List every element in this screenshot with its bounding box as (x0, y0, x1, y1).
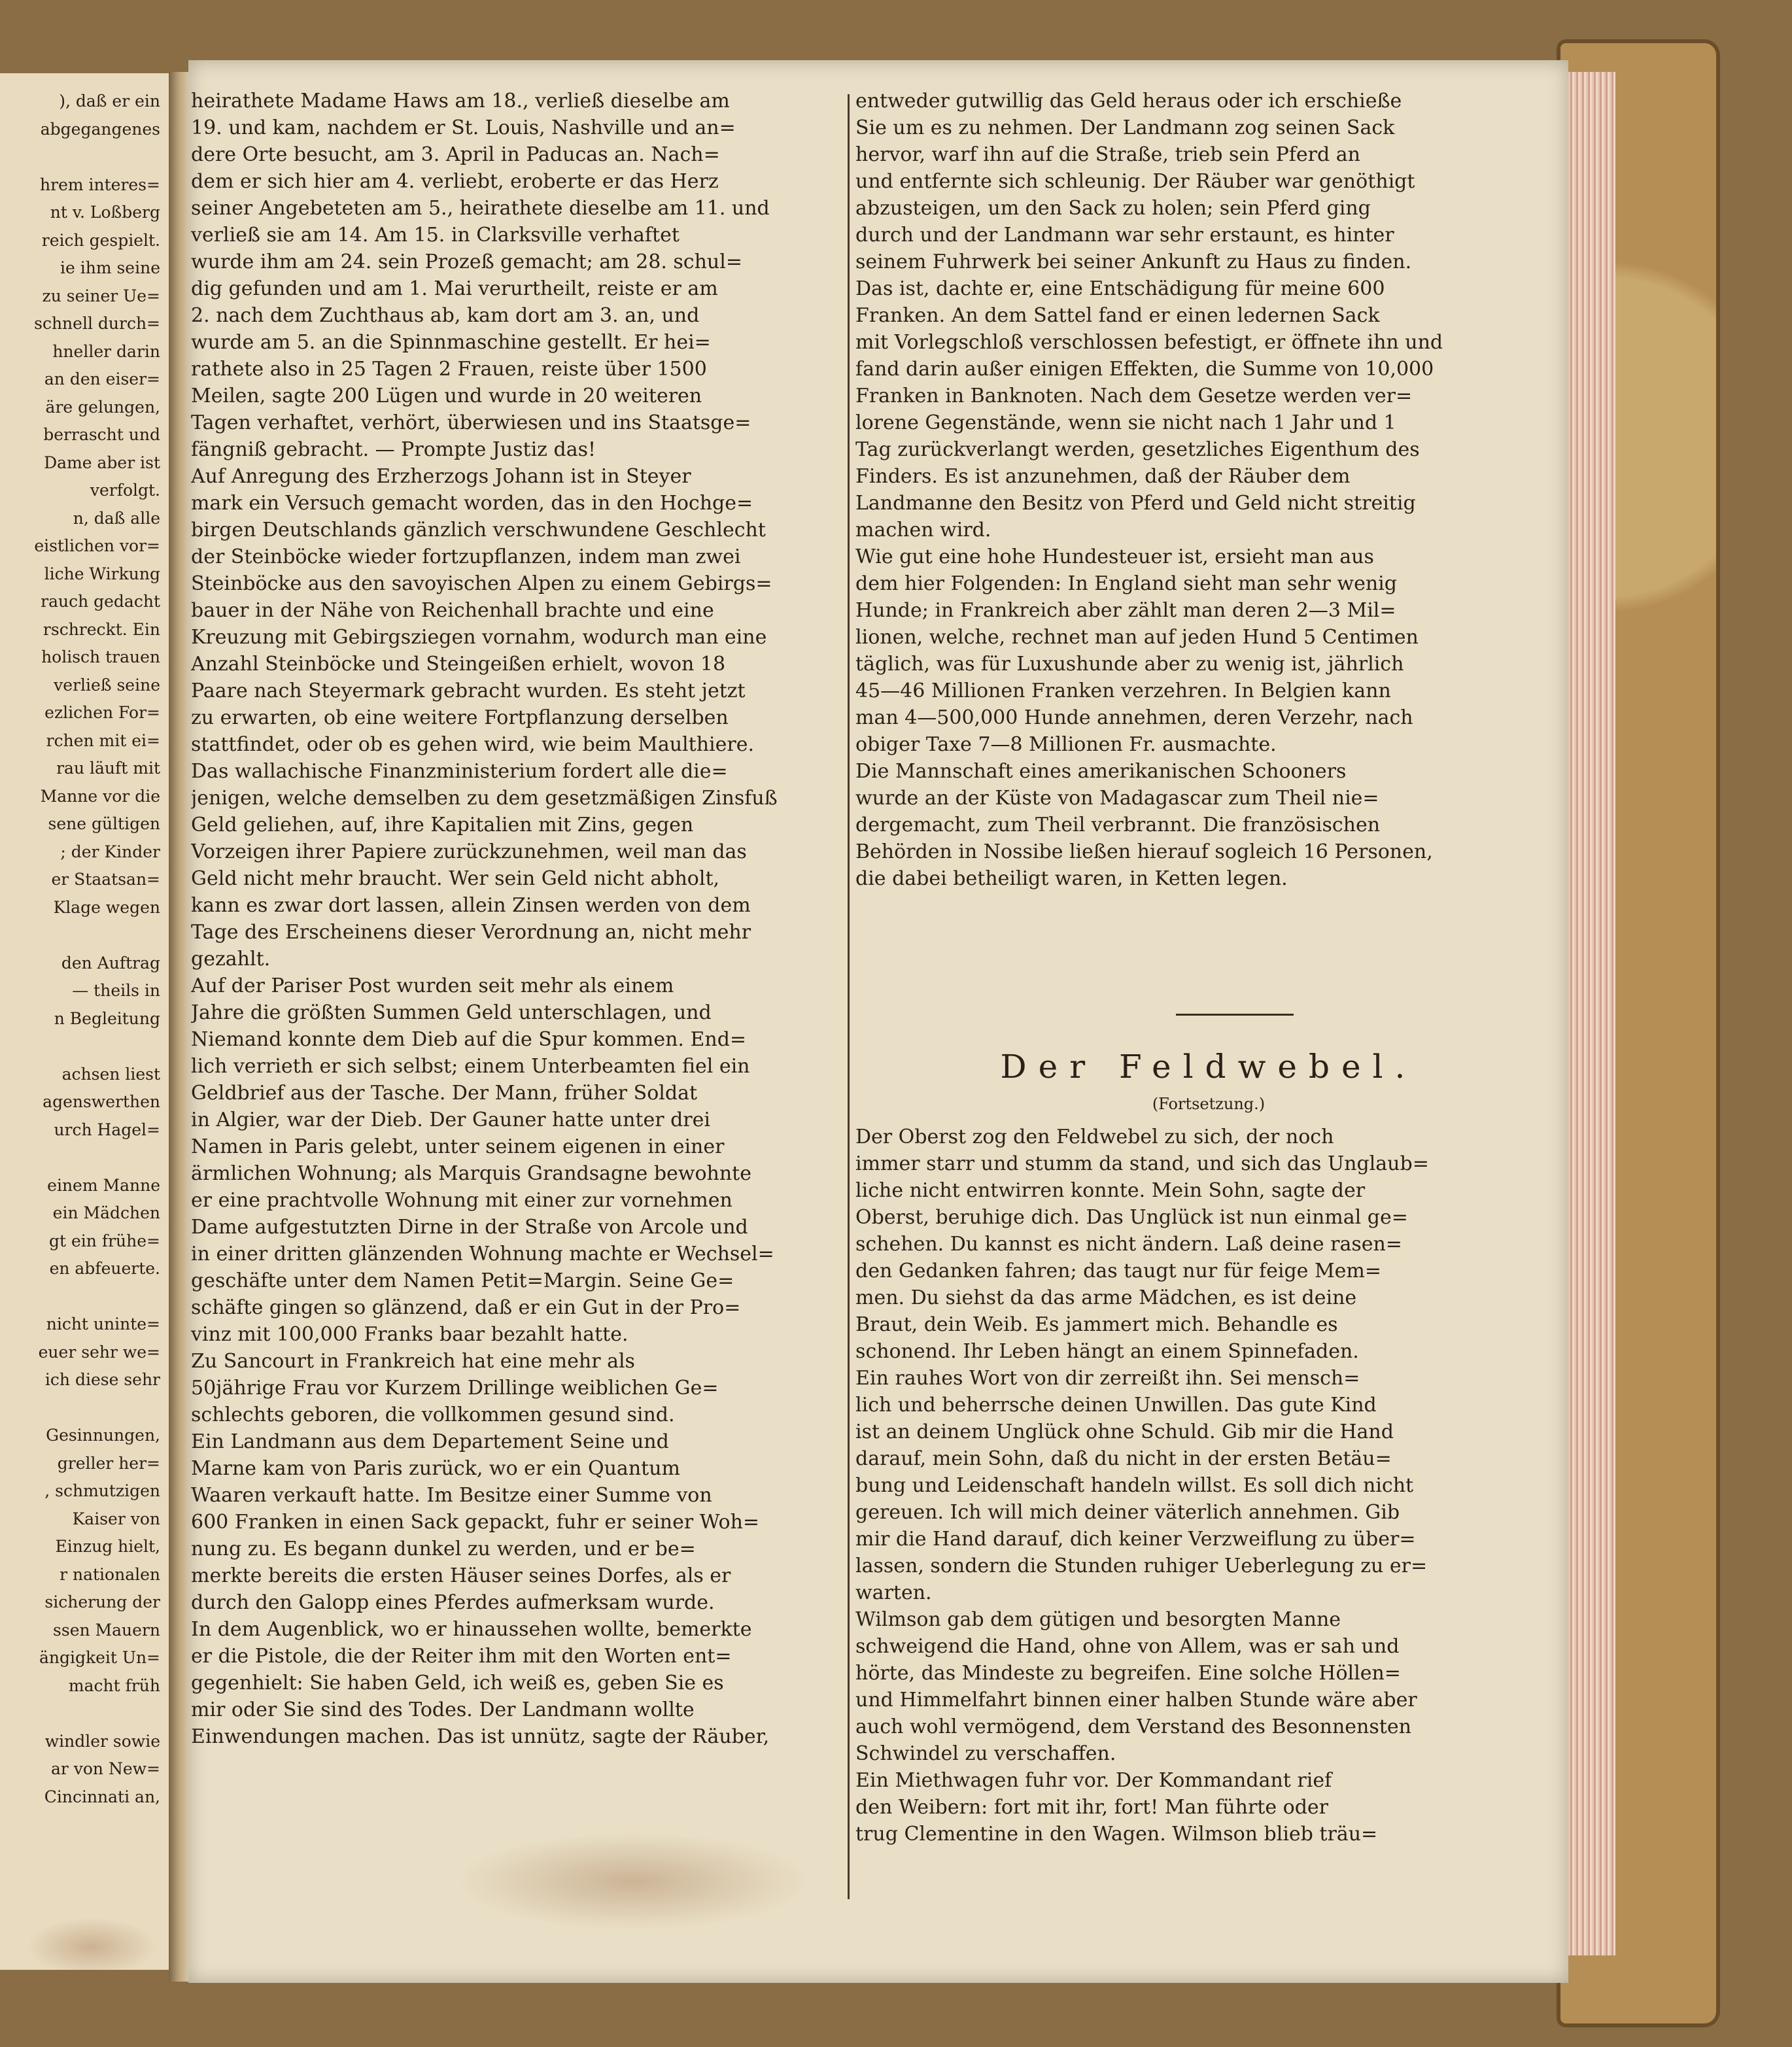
text-line: abgegangenes (40, 119, 160, 139)
text-line: sene gültigen (48, 814, 160, 833)
text-line: schweigend die Hand, ohne von Allem, was er sah und (855, 1635, 1400, 1658)
text-line: Tagen verhaftet, verhört, überwiesen und ins Staatsge= (191, 411, 751, 434)
text-line: ar von New= (50, 1759, 160, 1778)
text-line: gt ein frühe= (49, 1231, 160, 1250)
text-line: schäfte gingen so glänzend, daß er ein Gut in der Pro= (191, 1296, 741, 1319)
text-line: achsen liest (61, 1064, 160, 1084)
text-line: er Staatsan= (51, 870, 160, 889)
text-line: in Algier, war der Dieb. Der Gauner hatte unter drei (191, 1109, 710, 1131)
text-line: wurde an der Küste von Madagascar zum Theil nie= (855, 787, 1379, 810)
text-line: mit Vorlegschloß verschlossen befestigt, er öffnete ihn und (855, 331, 1443, 354)
text-line: Niemand konnte dem Dieb auf die Spur kommen. End= (191, 1028, 747, 1051)
text-line: täglich, was für Luxushunde aber zu wenig ist, jährlich (855, 653, 1404, 676)
text-line: ; der Kinder (60, 842, 160, 861)
text-line: warten. (855, 1581, 932, 1604)
text-line: machen wird. (855, 519, 991, 542)
text-line: verließ sie am 14. Am 15. in Clarksville verhaftet (191, 224, 680, 247)
text-line: ssen Mauern (53, 1620, 160, 1640)
text-line: Oberst, beruhige dich. Das Unglück ist nun einmal ge= (855, 1206, 1408, 1229)
text-line: zu erwarten, ob eine weitere Fortpflanzung derselben (191, 706, 729, 729)
column-3 (855, 1124, 1565, 1848)
text-line: vinz mit 100,000 Franks baar bezahlt hatte. (191, 1323, 629, 1346)
text-line: dem er sich hier am 4. verliebt, eroberte er das Herz (191, 170, 719, 193)
text-line: seiner Angebeteten am 5., heirathete dieselbe am 11. und (191, 197, 770, 220)
text-line: Das ist, dachte er, eine Entschädigung für meine 600 (855, 277, 1385, 300)
text-line: greller her= (57, 1453, 160, 1473)
text-line: Manne vor die (40, 786, 160, 806)
text-line: n Begleitung (54, 1008, 160, 1028)
text-line: Cincinnati an, (44, 1787, 160, 1806)
text-line: auch wohl vermögend, dem Verstand des Besonnensten (855, 1715, 1411, 1738)
column-rule (848, 94, 850, 1899)
text-line: und Himmelfahrt binnen einer halben Stunde wäre aber (855, 1689, 1417, 1712)
text-line (0, 1394, 160, 1422)
text-line: lorene Gegenstände, wenn sie nicht nach 1 Jahr und 1 (855, 411, 1396, 434)
text-line: schnell durch= (34, 314, 160, 333)
text-line: reich gespielt. (41, 230, 160, 250)
text-line: rau läuft mit (56, 759, 160, 778)
text-line: wurde am 5. an die Spinnmaschine gestellt. Er hei= (191, 331, 711, 354)
text-line: heirathete Madame Haws am 18., verließ dieselbe am (191, 90, 730, 112)
text-line: ist an deinem Unglück ohne Schuld. Gib mir die Hand (855, 1420, 1394, 1443)
text-line: man 4—500,000 Hunde annehmen, deren Verzehr, nach (855, 706, 1413, 729)
text-line: 45—46 Millionen Franken verzehren. In Belgien kann (855, 679, 1391, 702)
text-line: den Auftrag (61, 953, 160, 972)
text-line: jenigen, welche demselben zu dem gesetzmäßigen Zinsfuß (191, 787, 778, 810)
book-gutter (169, 72, 188, 1982)
text-line: holisch trauen (41, 647, 160, 666)
text-line: trug Clementine in den Wagen. Wilmson blieb träu= (855, 1823, 1378, 1846)
text-line: und entfernte sich schleunig. Der Räuber war genöthigt (855, 170, 1415, 193)
text-line: darauf, mein Sohn, daß du nicht in der ersten Betäu= (855, 1447, 1392, 1470)
text-line: verließ seine (54, 675, 160, 695)
text-line: Wie gut eine hohe Hundesteuer ist, ersieht man aus (855, 545, 1374, 568)
left-page (0, 73, 169, 1970)
text-line: die dabei betheiligt waren, in Ketten legen. (855, 867, 1288, 890)
text-line: durch und der Landmann war sehr erstaunt, es hinter (855, 224, 1394, 247)
text-line: Schwindel zu verschaffen. (855, 1742, 1116, 1765)
text-line: Namen in Paris gelebt, unter seinem eigenen in einer (191, 1135, 725, 1158)
text-line: entweder gutwillig das Geld heraus oder ich erschieße (855, 90, 1402, 112)
text-line: Paare nach Steyermark gebracht wurden. Es steht jetzt (191, 679, 746, 702)
text-line: Kaiser von (72, 1509, 160, 1528)
text-line: er die Pistole, die der Reiter ihm mit den Worten ent= (191, 1645, 732, 1668)
text-line: nt v. Loßberg (50, 203, 160, 222)
text-line: rschreckt. Ein (43, 619, 160, 639)
text-line: kann es zwar dort lassen, allein Zinsen werden von dem (191, 894, 751, 917)
text-line: men. Du siehst da das arme Mädchen, es ist deine (855, 1286, 1357, 1309)
right-page (188, 60, 1568, 1983)
text-line: Einzug hielt, (55, 1537, 160, 1556)
text-line: 19. und kam, nachdem er St. Louis, Nashville und an= (191, 116, 736, 139)
text-line: bauer in der Nähe von Reichenhall brachte und eine (191, 599, 714, 622)
text-line: lionen, welche, rechnet man auf jeden Hund 5 Centimen (855, 626, 1419, 649)
text-line: an den eiser= (44, 370, 160, 388)
text-line (0, 1144, 160, 1172)
text-line: mark ein Versuch gemacht worden, das in den Hochge= (191, 492, 753, 515)
text-line: Hunde; in Frankreich aber zählt man deren 2—3 Mil= (855, 599, 1396, 622)
text-line (0, 143, 160, 171)
text-line: Finders. Es ist anzunehmen, daß der Räuber dem (855, 465, 1351, 488)
text-line: 50jährige Frau vor Kurzem Drillinge weiblichen Ge= (191, 1377, 719, 1400)
text-line: rathete also in 25 Tagen 2 Frauen, reiste über 1500 (191, 358, 707, 381)
ink-stain (26, 1918, 157, 1970)
text-line: Auf der Pariser Post wurden seit mehr als einem (191, 974, 674, 997)
column-2 (855, 88, 1565, 892)
text-line: nung zu. Es begann dunkel zu werden, und er be= (191, 1538, 696, 1560)
left-page-text (0, 88, 160, 1811)
text-line: fand darin außer einigen Effekten, die Summe von 10,000 (855, 358, 1434, 381)
text-line: ie ihm seine (60, 258, 160, 277)
text-line: den Gedanken fahren; das taugt nur für feige Mem= (855, 1260, 1382, 1282)
text-line: Franken in Banknoten. Nach dem Gesetze werden ver= (855, 385, 1413, 407)
text-line: urch Hagel= (54, 1120, 160, 1139)
text-line: den Weibern: fort mit ihr, fort! Man führte oder (855, 1796, 1328, 1819)
story-subtitle: (Fortsetzung.) (1152, 1095, 1266, 1113)
text-line: in einer dritten glänzenden Wohnung machte er Wechsel= (191, 1243, 774, 1265)
text-line: Einwendungen machen. Das ist unnütz, sagte der Räuber, (191, 1725, 770, 1748)
text-line: hrem interes= (40, 175, 160, 194)
text-line: obiger Taxe 7—8 Millionen Fr. ausmachte. (855, 733, 1277, 756)
text-line: Zu Sancourt in Frankreich hat eine mehr als (191, 1350, 635, 1373)
text-line: bung und Leidenschaft handeln willst. Es soll dich nicht (855, 1474, 1414, 1497)
text-line: windler sowie (44, 1731, 160, 1751)
text-line: Marne kam von Paris zurück, wo er ein Quantum (191, 1457, 680, 1480)
text-line: n, daß alle (73, 508, 160, 528)
text-line: Sie um es zu nehmen. Der Landmann zog seinen Sack (855, 116, 1395, 139)
text-line: eistlichen vor= (34, 536, 160, 555)
text-line: rauch gedacht (41, 592, 160, 611)
text-line: Vorzeigen ihrer Papiere zurückzunehmen, weil man das (191, 840, 747, 863)
text-line: wurde ihm am 24. sein Prozeß gemacht; am 28. schul= (191, 250, 742, 273)
text-line: Auf Anregung des Erzherzogs Johann ist in Steyer (191, 465, 691, 488)
text-line: mir oder Sie sind des Todes. Der Landmann wollte (191, 1698, 695, 1721)
text-line: gezahlt. (191, 948, 271, 971)
text-line (0, 921, 160, 950)
section-separator (1176, 1014, 1294, 1016)
text-line: sicherung der (44, 1592, 160, 1611)
text-line: fängniß gebracht. — Prompte Justiz das! (191, 438, 596, 461)
text-line: hneller darin (52, 341, 160, 361)
text-line: ), daß er ein (59, 92, 160, 111)
text-line: Braut, dein Weib. Es jammert mich. Behandle es (855, 1313, 1338, 1336)
text-line: lich verrieth er sich selbst; einem Unterbeamten fiel ein (191, 1055, 750, 1078)
text-line: 600 Franken in einen Sack gepackt, fuhr er seiner Woh= (191, 1511, 760, 1534)
text-line: Steinböcke aus den savoyischen Alpen zu einem Gebirgs= (191, 572, 772, 595)
text-line: — theils in (72, 981, 160, 1000)
story-title: Der Feldwebel. (1000, 1048, 1417, 1086)
text-line: Ein rauhes Wort von dir zerreißt ihn. Sei mensch= (855, 1367, 1360, 1390)
text-line: Franken. An dem Sattel fand er einen ledernen Sack (855, 304, 1380, 327)
text-line: dem hier Folgenden: In England sieht man sehr wenig (855, 572, 1397, 595)
text-line: Meilen, sagte 200 Lügen und wurde in 20 weiteren (191, 385, 702, 407)
text-line: berrascht und (43, 425, 160, 444)
text-line (0, 1283, 160, 1311)
text-line: seinem Fuhrwerk bei seiner Ankunft zu Haus zu finden. (855, 250, 1412, 273)
text-line: Das wallachische Finanzministerium fordert alle die= (191, 760, 728, 783)
text-line: stattfindet, oder ob es gehen wird, wie beim Maulthiere. (191, 733, 755, 756)
text-line: schonend. Ihr Leben hängt an einem Spinnefaden. (855, 1340, 1359, 1363)
text-line: Gesinnungen, (46, 1426, 160, 1445)
text-line: lassen, sondern die Stunden ruhiger Ueberlegung zu er= (855, 1555, 1428, 1577)
text-line: er eine prachtvolle Wohnung mit einer zur vornehmen (191, 1189, 732, 1212)
text-line: Tag zurückverlangt werden, gesetzliches Eigenthum des (855, 438, 1420, 461)
text-line (0, 1033, 160, 1061)
text-line: Geld geliehen, auf, ihre Kapitalien mit Zins, gegen (191, 814, 694, 836)
text-line: Anzahl Steinböcke und Steingeißen erhielt, wovon 18 (191, 653, 726, 676)
text-line: Klage wegen (53, 897, 160, 917)
text-line: rchen mit ei= (46, 731, 160, 750)
text-line: en abfeuerte. (49, 1259, 160, 1278)
text-line: Landmanne den Besitz von Pferd und Geld nicht streitig (855, 492, 1416, 515)
text-line: Ein Landmann aus dem Departement Seine und (191, 1430, 669, 1453)
text-line: schlechts geboren, die vollkommen gesund sind. (191, 1403, 675, 1426)
text-line: Tage des Erscheinens dieser Verordnung an, nicht mehr (191, 921, 751, 944)
text-line: dergemacht, zum Theil verbrannt. Die französischen (855, 814, 1381, 836)
column-1 (191, 88, 832, 1750)
text-line: hörte, das Mindeste zu begreifen. Eine solche Höllen= (855, 1662, 1401, 1685)
text-line: r nationalen (60, 1564, 160, 1584)
text-line: liche Wirkung (44, 564, 160, 583)
text-line: nicht uninte= (46, 1315, 160, 1333)
text-line: liche nicht entwirren konnte. Mein Sohn, sagte der (855, 1179, 1366, 1202)
text-line: ein Mädchen (52, 1203, 160, 1222)
text-line: Geldbrief aus der Tasche. Der Mann, früher Soldat (191, 1082, 698, 1105)
text-line (0, 1700, 160, 1728)
text-line: Behörden in Nossibe ließen hierauf sogleich 16 Personen, (855, 840, 1433, 863)
text-line: macht früh (68, 1676, 160, 1695)
text-line: gereuen. Ich will mich deiner väterlich annehmen. Gib (855, 1501, 1400, 1524)
text-line: Dame aufgestutzten Dirne in der Straße von Arcole und (191, 1216, 748, 1239)
text-line: ärmlichen Wohnung; als Marquis Grandsagne bewohnte (191, 1162, 751, 1185)
text-line: gegenhielt: Sie haben Geld, ich weiß es, geben Sie es (191, 1672, 724, 1694)
text-line: geschäfte unter dem Namen Petit=Margin. Seine Ge= (191, 1269, 734, 1292)
text-line: birgen Deutschlands gänzlich verschwundene Geschlecht (191, 519, 766, 542)
text-line: dig gefunden und am 1. Mai verurtheilt, reiste er am (191, 277, 718, 300)
text-line: durch den Galopp eines Pferdes aufmerksam wurde. (191, 1591, 715, 1614)
text-line: Kreuzung mit Gebirgsziegen vornahm, wodurch man eine (191, 626, 767, 649)
text-line: schehen. Du kannst es nicht ändern. Laß deine rasen= (855, 1233, 1402, 1256)
text-line: lich und beherrsche deinen Unwillen. Das gute Kind (855, 1394, 1377, 1417)
text-line: hervor, warf ihn auf die Straße, trieb sein Pferd an (855, 143, 1360, 166)
text-line: ängigkeit Un= (39, 1648, 160, 1667)
text-line: Jahre die größten Summen Geld unterschlagen, und (191, 1001, 712, 1024)
text-line: dere Orte besucht, am 3. April in Paducas an. Nach= (191, 143, 720, 166)
text-line: ich diese sehr (44, 1370, 160, 1389)
text-line: einem Manne (47, 1175, 160, 1195)
text-line: Waaren verkauft hatte. Im Besitze einer Summe von (191, 1484, 712, 1507)
text-line: 2. nach dem Zuchthaus ab, kam dort am 3. an, und (191, 304, 700, 327)
text-line: merkte bereits die ersten Häuser seines Dorfes, als er (191, 1564, 731, 1587)
text-line: Ein Miethwagen fuhr vor. Der Kommandant rief (855, 1769, 1332, 1792)
text-line: Wilmson gab dem gütigen und besorgten Manne (855, 1608, 1341, 1631)
text-line: der Steinböcke wieder fortzupflanzen, indem man zwei (191, 545, 741, 568)
text-line: agenswerthen (43, 1092, 160, 1111)
text-line: zu seiner Ue= (42, 286, 160, 305)
text-line: mir die Hand darauf, dich keiner Verzweiflung zu über= (855, 1528, 1416, 1551)
text-line: euer sehr we= (38, 1342, 160, 1362)
text-line: immer starr und stumm da stand, und sich das Unglaub= (855, 1152, 1429, 1175)
text-line: In dem Augenblick, wo er hinaussehen wollte, bemerkte (191, 1618, 752, 1641)
text-line: Die Mannschaft eines amerikanischen Schooners (855, 760, 1347, 783)
text-line: verfolgt. (90, 481, 160, 500)
text-line: ezlichen For= (44, 703, 160, 722)
text-line: Dame aber ist (44, 453, 160, 472)
text-line: Der Oberst zog den Feldwebel zu sich, der noch (855, 1126, 1334, 1148)
text-line: abzusteigen, um den Sack zu holen; sein Pferd ging (855, 197, 1371, 220)
text-line: Geld nicht mehr braucht. Wer sein Geld nicht abholt, (191, 867, 720, 890)
ink-stain (457, 1832, 810, 1931)
text-line: , schmutzigen (44, 1481, 160, 1500)
text-line: äre gelungen, (45, 397, 160, 417)
